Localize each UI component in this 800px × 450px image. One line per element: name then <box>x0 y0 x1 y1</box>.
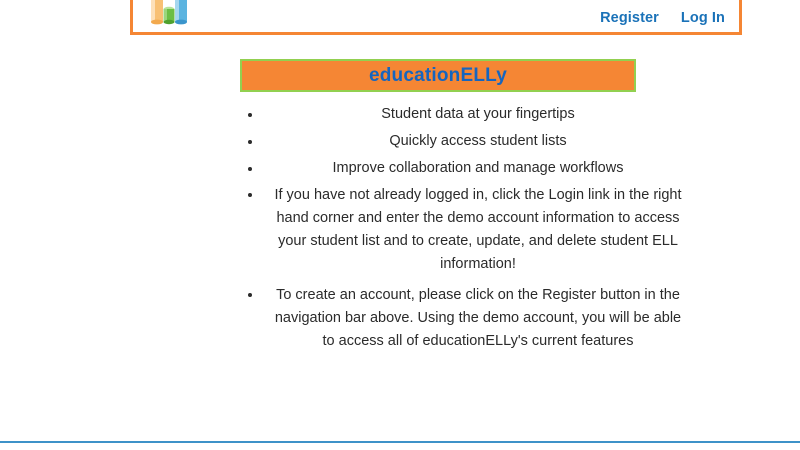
page-title: educationELLy <box>368 64 508 86</box>
nav-link-register[interactable]: Register <box>600 9 659 26</box>
nav-link-log-in[interactable]: Log In <box>680 9 725 26</box>
list-item: To create an account, please click on the Register button in the navigation bar above. Using the demo account, you will be able to access all of educationELLy's current features <box>268 284 688 353</box>
nav-links <box>600 11 725 30</box>
list-item: Quickly access student lists <box>268 130 688 153</box>
footer-divider <box>0 441 800 443</box>
brand[interactable] <box>147 0 191 29</box>
list-item: Student data at your fingertips <box>268 103 688 126</box>
navbar <box>130 0 742 35</box>
feature-list <box>240 103 688 361</box>
list-item: Improve collaboration and manage workflows <box>268 157 688 180</box>
page-title-banner <box>240 59 636 92</box>
list-item: If you have not already logged in, click the Login link in the right hand corner and enter the demo account information to access your student list and to create, update, and delete student ELL information! <box>268 184 688 276</box>
bar-chart-logo-icon <box>147 0 191 29</box>
